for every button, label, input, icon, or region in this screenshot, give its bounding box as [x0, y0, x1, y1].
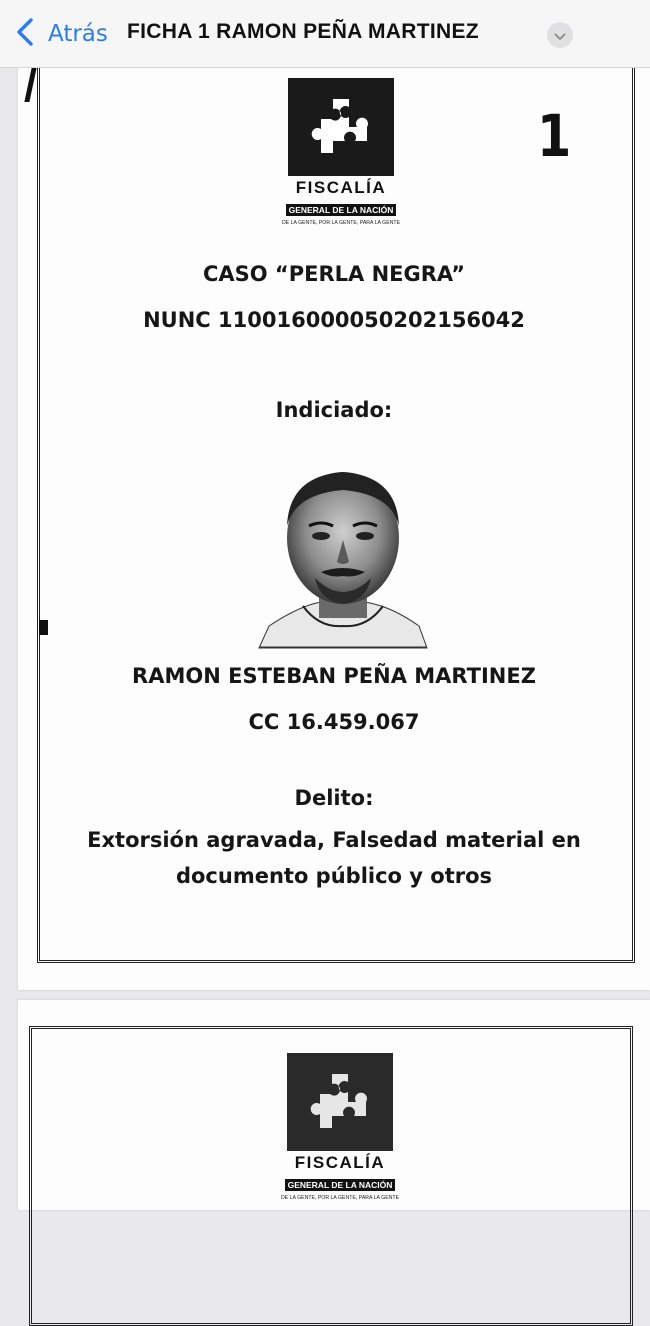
page-number: 1	[537, 102, 572, 170]
fiscalia-logo	[265, 1053, 415, 1201]
chevron-down-icon	[554, 26, 566, 45]
chevron-left-icon	[14, 17, 36, 51]
logo-wordmark: FISCALÍA	[294, 1153, 386, 1172]
logo-slogan: DE LA GENTE, POR LA GENTE, PARA LA GENTE	[280, 1195, 400, 1201]
suspect-photo	[259, 466, 427, 648]
logo-slogan: DE LA GENTE, POR LA GENTE, PARA LA GENTE	[281, 220, 401, 226]
person-id: CC 16.459.067	[248, 710, 420, 734]
delito-text-line-1: Extorsión agravada, Falsedad material en	[87, 828, 581, 852]
document-page-2[interactable]	[18, 1000, 650, 1210]
delito-label: Delito:	[294, 786, 374, 810]
logo-wordmark: FISCALÍA	[295, 178, 387, 197]
title-menu-button[interactable]	[547, 22, 573, 48]
back-button[interactable]	[14, 14, 108, 54]
navigation-bar	[0, 0, 650, 68]
scan-mark-top	[24, 68, 36, 102]
delito-text-line-2: documento público y otros	[175, 864, 493, 888]
document-page-1[interactable]	[18, 68, 650, 990]
puzzle-piece-icon	[288, 78, 394, 176]
scan-mark-left	[39, 620, 48, 635]
person-name: RAMON ESTEBAN PEÑA MARTINEZ	[132, 664, 536, 688]
document-title[interactable]: FICHA 1 RAMON PEÑA MARTINEZ	[127, 20, 479, 43]
puzzle-piece-icon	[287, 1053, 393, 1151]
back-label: Atrás	[48, 21, 108, 47]
case-nunc: NUNC 110016000050202156042	[143, 308, 525, 332]
indiciado-label: Indiciado:	[275, 398, 393, 422]
logo-band: GENERAL DE LA NACIÓN	[285, 1179, 396, 1191]
fiscalia-logo	[266, 78, 416, 226]
case-title: CASO “PERLA NEGRA”	[202, 262, 466, 286]
logo-band: GENERAL DE LA NACIÓN	[286, 204, 397, 216]
